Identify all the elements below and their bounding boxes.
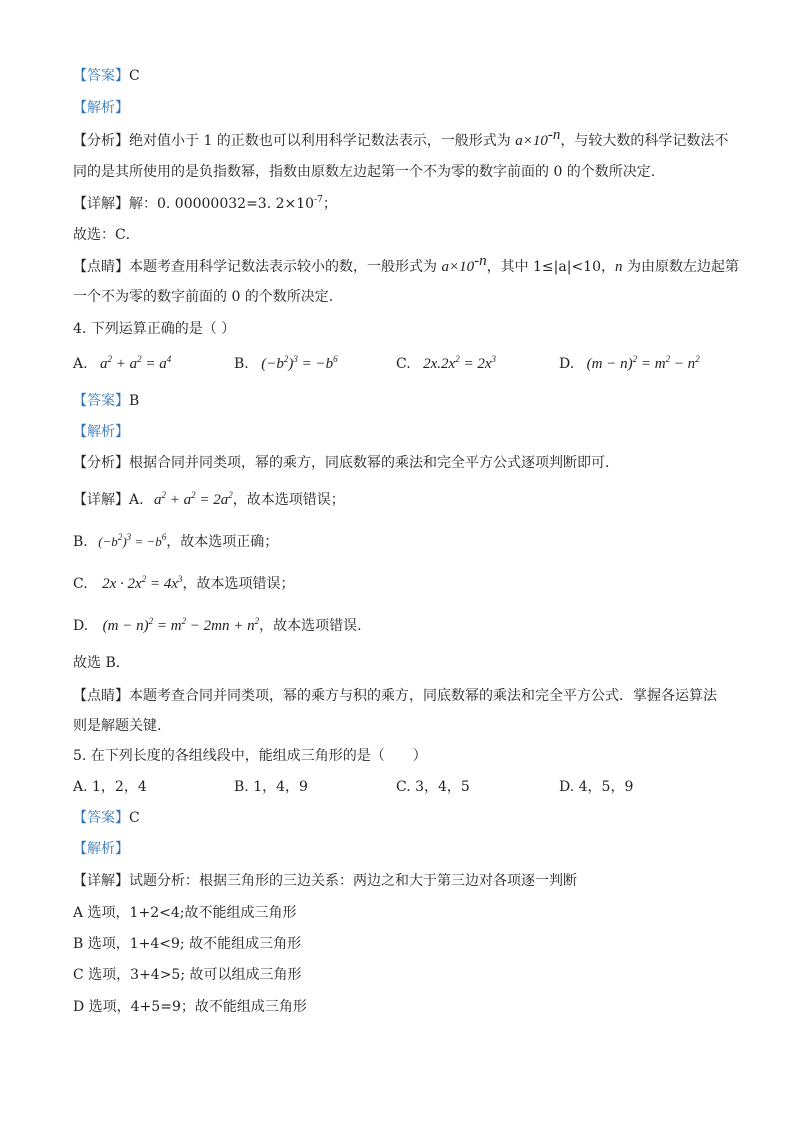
q5-line-d: D 选项，4+5=9；故不能组成三角形 <box>73 999 307 1015</box>
comment-tag: 【点睛】 <box>73 688 129 704</box>
q5-analysis-tag: 【解析】 <box>73 841 129 857</box>
q4-detail-d: D. $(m - n)^2 = m^2 - 2mn + n^2$，故本选项错误. <box>73 616 362 634</box>
q4-option-c: C. $2x.2x^2 = 2x^3$ <box>396 354 496 372</box>
q3-fenxi-line2: 同的是其所使用的是负指数幂，指数由原数左边起第一个不为零的数字前面的 0 的个数所决定. <box>73 164 656 180</box>
answer-value: C <box>129 810 140 826</box>
q3-fenxi-line1: 【分析】绝对值小于 1 的正数也可以利用科学记数法表示，一般形式为 $a\times 10^{-n}$，与较大数的科学记数法不 <box>73 127 729 149</box>
answer-value: C <box>129 68 140 84</box>
q4-choose: 故选 B. <box>73 655 121 671</box>
q5-stem: 5. 在下列长度的各组线段中，能组成三角形的是（ ） <box>73 748 427 764</box>
detail-tag: 【详解】 <box>73 873 129 889</box>
detail-tag: 【详解】 <box>73 492 129 508</box>
q3-comment-line1: 【点睛】本题考查用科学记数法表示较小的数，一般形式为 $a\times 10^{-n}$，其中 1≤|a|<10，n 为由原数左边起第 <box>73 253 739 275</box>
q4-fenxi: 【分析】根据合同并同类项，幂的乘方，同底数幂的乘法和完全平方公式逐项判断即可. <box>73 455 610 471</box>
answer-tag: 【答案】 <box>73 68 129 84</box>
q3-choose: 故选：C． <box>73 227 140 243</box>
q4-option-a: A. $a^2 + a^2 = a^4$ <box>73 354 172 372</box>
detail-tag: 【详解】 <box>73 196 129 212</box>
q4-answer <box>73 391 139 411</box>
answer-tag: 【答案】 <box>73 393 129 409</box>
q5-line-c: C 选项，3+4>5; 故可以组成三角形 <box>73 967 302 983</box>
q3-comment-line2: 一个不为零的数字前面的 0 的个数所决定. <box>73 289 334 305</box>
q5-option-d: D. 4，5，9 <box>559 779 634 795</box>
q3-analysis-tag: 【解析】 <box>73 100 129 116</box>
answer-tag: 【答案】 <box>73 810 129 826</box>
q4-analysis-tag: 【解析】 <box>73 424 129 440</box>
q5-line-b: B 选项，1+4<9; 故不能组成三角形 <box>73 936 302 952</box>
q5-option-a: A. 1，2，4 <box>73 779 147 795</box>
q5-line-a: A 选项，1+2<4;故不能组成三角形 <box>73 905 297 921</box>
q4-stem: 4. 下列运算正确的是（ ） <box>73 321 236 337</box>
q4-comment-line1: 【点睛】本题考查合同并同类项，幂的乘方与积的乘方，同底数幂的乘法和完全平方公式．掌握各运算法 <box>73 688 717 704</box>
q3-detail: 【详解】解：0. 00000032=3. $2\times 10^{-7}$； <box>73 195 337 212</box>
fenxi-tag: 【分析】 <box>73 133 129 149</box>
q4-detail-b: B. $(-b^2)^3 = -b^6$，故本选项正确； <box>73 532 279 550</box>
q5-option-c: C. 3，4，5 <box>396 779 470 795</box>
q4-option-d: D. $(m - n)^2 = m^2 - n^2$ <box>559 354 700 372</box>
q5-answer <box>73 808 140 828</box>
answer-value: B <box>129 393 140 409</box>
q4-detail-a: 【详解】A. $a^2 + a^2 = 2a^2$，故本选项错误； <box>73 490 345 508</box>
comment-tag: 【点睛】 <box>73 259 129 275</box>
q5-option-b: B. 1，4，9 <box>234 779 308 795</box>
q5-detail: 【详解】试题分析：根据三角形的三边关系：两边之和大于第三边对各项逐一判断 <box>73 873 577 889</box>
q4-option-b: B. $(-b^2)^3 = -b^6$ <box>234 354 338 372</box>
q4-detail-c: C. $2x \cdot 2x^2 = 4x^3$，故本选项错误； <box>73 574 295 592</box>
fenxi-tag: 【分析】 <box>73 455 129 471</box>
q3-answer <box>73 66 140 86</box>
q4-comment-line2: 则是解题关键. <box>73 718 162 734</box>
